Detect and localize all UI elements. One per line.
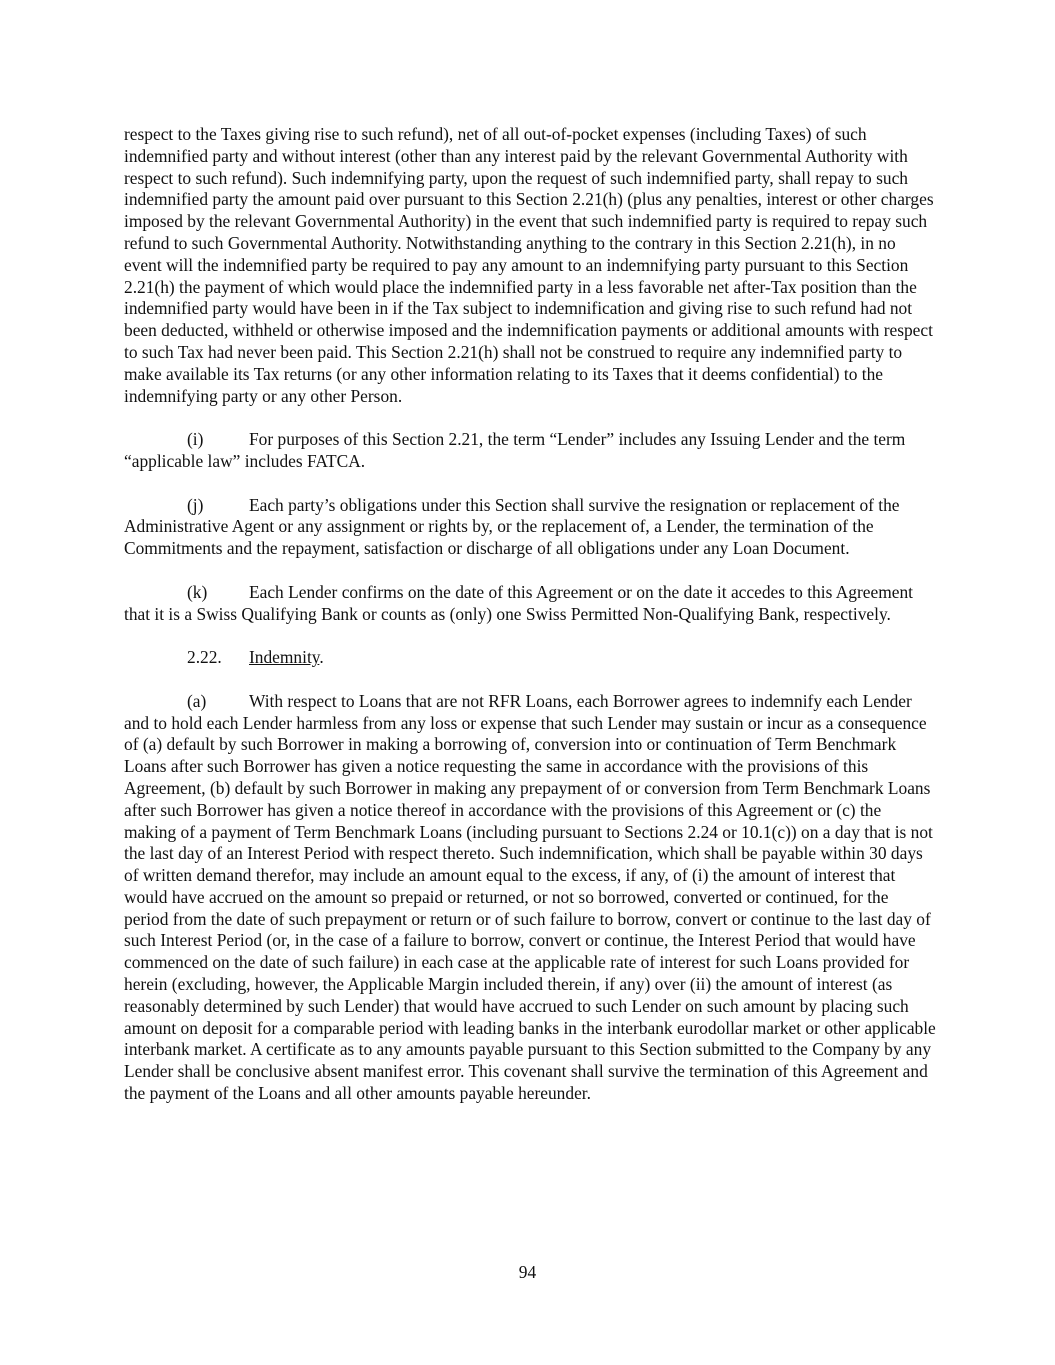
document-body xyxy=(124,124,936,1127)
clause-i xyxy=(124,429,936,473)
page-number: 94 xyxy=(518,1262,537,1282)
section-title: Indemnity xyxy=(249,647,320,668)
clause-text: Each party’s obligations under this Section shall survive the resignation or replacement of the Administrative Agent or any assignment or rights by, or the replacement of, a Lender, the termination of the Commitments and the repayment, satisfaction or discharge of all obligations under any Loan Document. xyxy=(124,494,900,559)
continuation-paragraph: respect to the Taxes giving rise to such refund), net of all out-of-pocket expenses (including Taxes) of such indemnified party and without interest (other than any interest paid by the relevant Governmental Authority with respect to such refund). Such indemnifying party, upon the request of such indemnified party, shall repay to such indemnified party the amount paid over pursuant to this Section 2.21(h) (plus any penalties, interest or other charges imposed by the relevant Governmental Authority) in the event that such indemnified party is required to repay such refund to such Governmental Authority. Notwithstanding anything to the contrary in this Section 2.21(h), in no event will the indemnified party be required to pay any amount to an indemnifying party pursuant to this Section 2.21(h) the payment of which would place the indemnified party in a less favorable net after-Tax position than the indemnified party would have been in if the Tax subject to indemnification and giving rise to such refund had not been deducted, withheld or otherwise imposed and the indemnification payments or additional amounts with respect to such Tax had never been paid. This Section 2.21(h) shall not be construed to require any indemnified party to make available its Tax returns (or any other information relating to its Taxes that it deems confidential) to the indemnifying party or any other Person. xyxy=(124,124,934,406)
clause-text: Each Lender confirms on the date of this Agreement or on the date it accedes to this Agreement that it is a Swiss Qualifying Bank or counts as (only) one Swiss Permitted Non-Qualifying Bank, respectively. xyxy=(124,581,913,624)
clause-text: With respect to Loans that are not RFR Loans, each Borrower agrees to indemnify each Lender and to hold each Lender harmless from any loss or expense that such Lender may sustain or incur as a consequence of (a) default by such Borrower in making a borrowing of, conversion into or continuation of Term Benchmark Loans after such Borrower has given a notice requesting the same in accordance with the provisions of this Agreement, (b) default by such Borrower in making any prepayment of or conversion from Term Benchmark Loans after such Borrower has given a notice thereof in accordance with the provisions of this Agreement or (c) the making of a payment of Term Benchmark Loans (including pursuant to Sections 2.24 or 10.1(c)) on a day that is not the last day of an Interest Period with respect thereto. Such indemnification, which shall be payable within 30 days of written demand therefor, may include an amount equal to the excess, if any, of (i) the amount of interest that would have accrued on the amount so prepaid or returned, or not so borrowed, converted or continued, for the period from the date of such prepayment or return or of such failure to borrow, convert or continue to the last day of such Interest Period (or, in the case of a failure to borrow, convert or continue, the Interest Period that would have commenced on the date of such failure) in each case at the applicable rate of interest for such Loans provided for herein (excluding, however, the Applicable Margin included therein, if any) over (ii) the amount of interest (as reasonably determined by such Lender) that would have accrued to such Lender on such amount by placing such amount on deposit for a comparable period with leading banks in the interbank eurodollar market or other applicable interbank market. A certificate as to any amounts payable pursuant to this Section submitted to the Company by any Lender shall be conclusive absent manifest error. This covenant shall survive the termination of this Agreement and the payment of the Loans and all other amounts payable hereunder. xyxy=(124,690,936,1104)
section-number: 2.22. xyxy=(187,647,222,668)
clause-a xyxy=(124,691,936,1105)
clause-text: For purposes of this Section 2.21, the term “Lender” includes any Issuing Lender and the term “applicable law” includes FATCA. xyxy=(124,429,906,471)
clause-label: (a) xyxy=(187,690,207,711)
section-title-period: . xyxy=(319,647,324,668)
clause-label: (j) xyxy=(187,494,204,515)
clause-k xyxy=(124,582,936,626)
clause-j xyxy=(124,495,936,560)
section-heading xyxy=(124,647,936,669)
clause-label: (i) xyxy=(187,429,204,450)
clause-label: (k) xyxy=(187,581,208,602)
